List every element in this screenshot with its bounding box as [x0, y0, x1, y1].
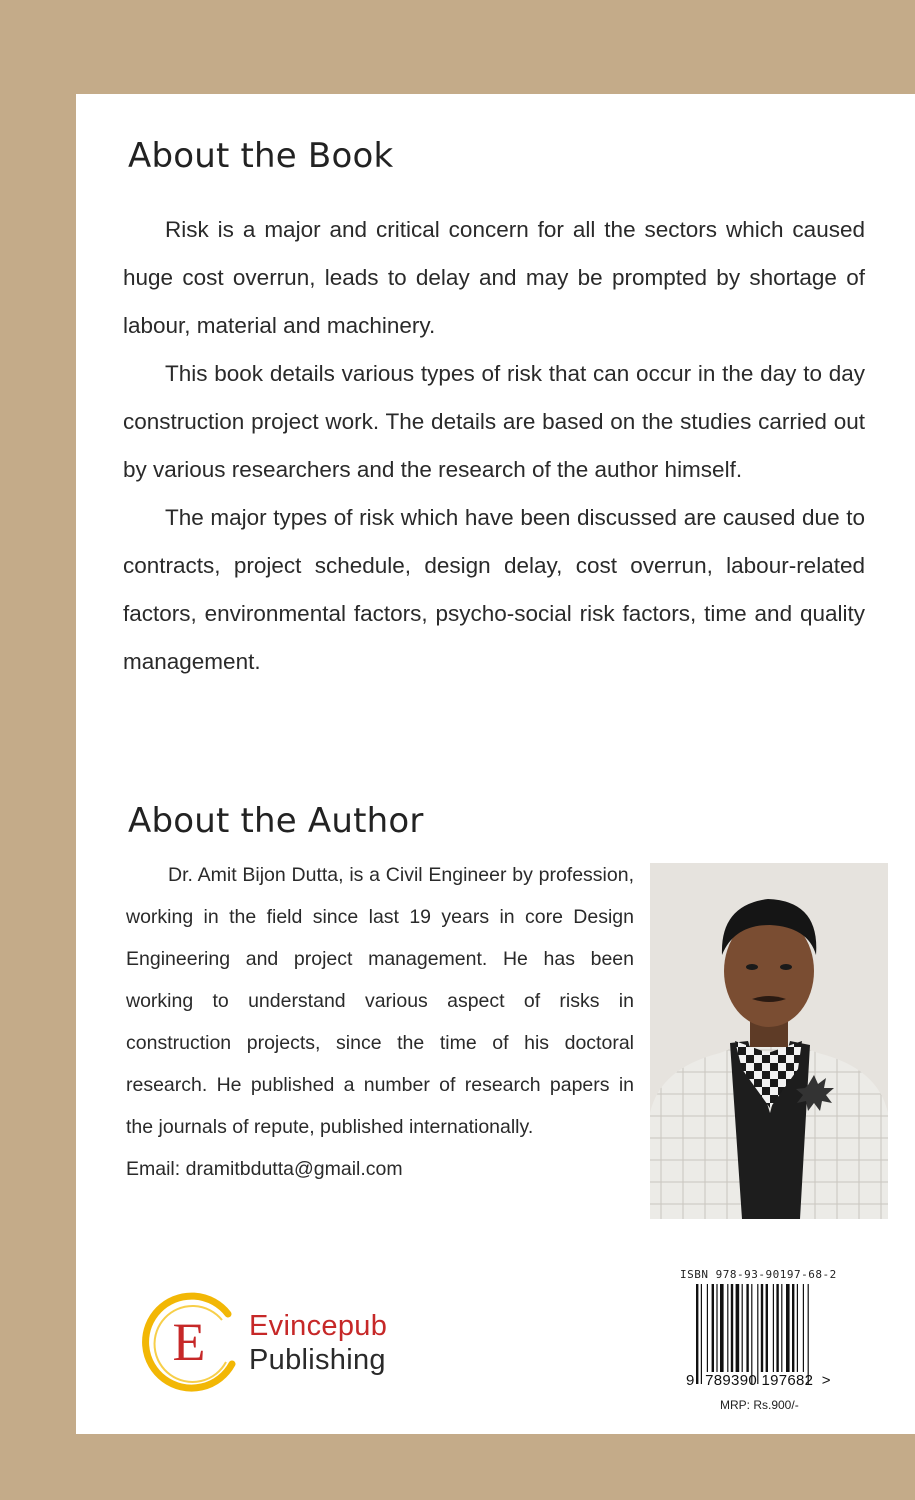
isbn-barcode — [680, 1268, 870, 1418]
book-description — [123, 206, 865, 686]
mrp-price: MRP: Rs.900/- — [720, 1398, 799, 1412]
back-cover-panel — [76, 94, 915, 1434]
ean-remaining-digits: 789390 197682 — [705, 1372, 814, 1389]
logo-letter: E — [172, 1312, 206, 1372]
author-portrait-icon — [650, 863, 888, 1219]
publisher-logo — [136, 1292, 406, 1394]
ean-digits — [686, 1372, 864, 1389]
book-heading: About the Book — [128, 136, 394, 176]
ean-first-digit: 9 — [686, 1372, 695, 1389]
isbn-number: ISBN 978-93-90197-68-2 — [680, 1268, 837, 1281]
publisher-name-line2: Publishing — [249, 1344, 386, 1376]
ean-arrow: > — [821, 1372, 831, 1389]
book-paragraph-1: Risk is a major and critical concern for all the sectors which caused huge cost overrun, leads to delay and may be prompted by shortage of labour, material and machinery. — [123, 217, 865, 338]
book-paragraph-3: The major types of risk which have been discussed are caused due to contracts, project schedule, design delay, cost overrun, labour-related factors, environmental factors, psycho-social risk factors, time and quality management. — [123, 505, 865, 674]
publisher-e-icon — [136, 1292, 242, 1394]
author-bio-block — [126, 854, 634, 1190]
author-heading: About the Author — [128, 801, 424, 841]
author-bio: Dr. Amit Bijon Dutta, is a Civil Engineer by profession, working in the field since last 19 years in core Design Engineering and project management. He has been working to understand various aspect of risks in construction projects, since the time of his doctoral research. He published a number of research papers in the journals of repute, published internationally. — [126, 864, 634, 1138]
publisher-name-line1: Evincepub — [249, 1310, 388, 1342]
author-email: Email: dramitbdutta@gmail.com — [126, 1158, 403, 1180]
author-photo — [650, 863, 888, 1219]
book-paragraph-2: This book details various types of risk that can occur in the day to day construction project work. The details are based on the studies carried out by various researchers and the research of the author himself. — [123, 361, 865, 482]
